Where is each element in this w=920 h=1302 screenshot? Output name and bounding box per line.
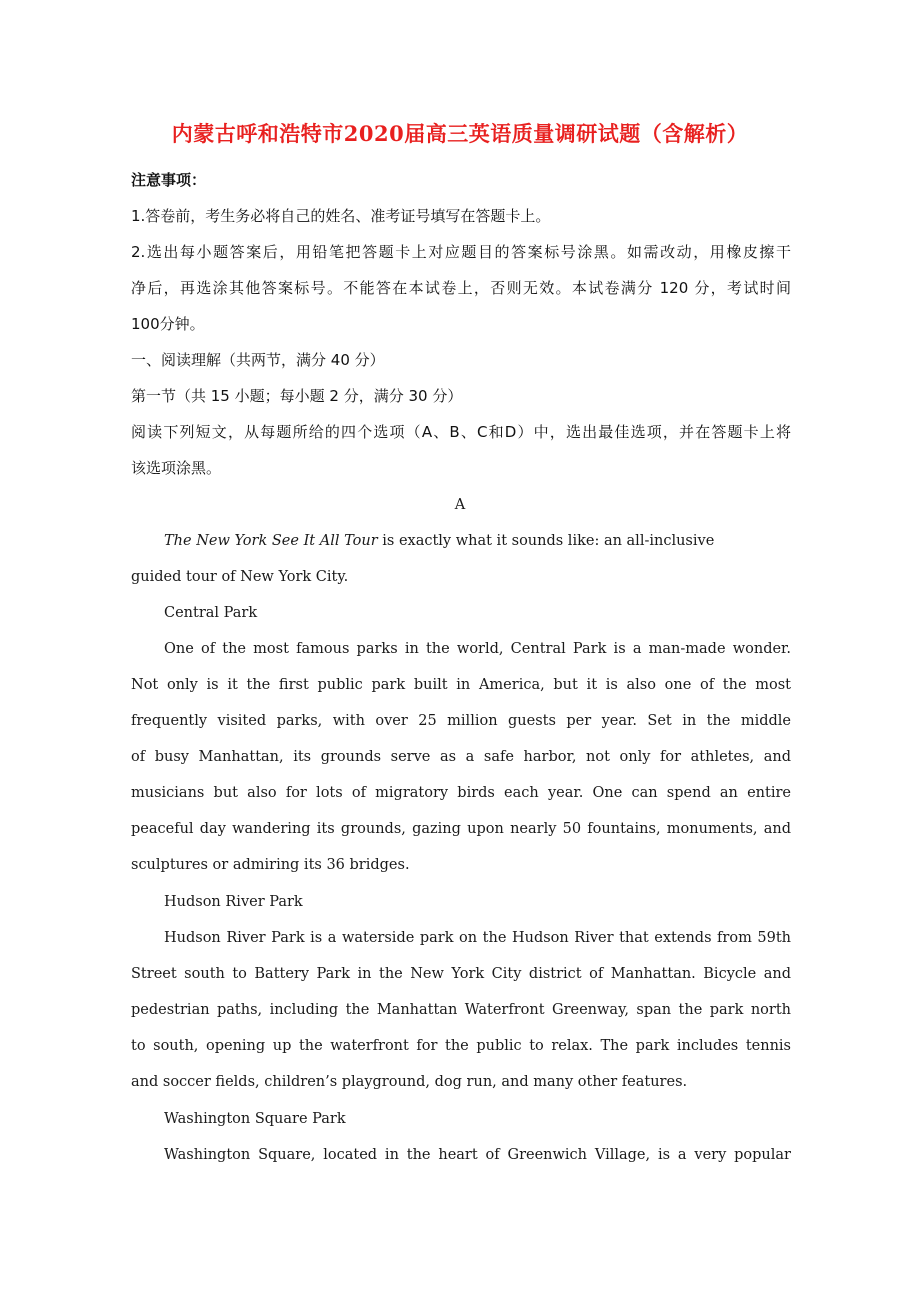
- notice-item-2-line-2: 净后，再选涂其他答案标号。不能答在本试卷上，否则无效。本试卷满分 120 分，考试时间: [131, 279, 791, 297]
- central-park-heading: Central Park: [164, 605, 258, 621]
- hudson-line-3: pedestrian paths, including the Manhattan Waterfront Greenway, span the park north: [131, 1002, 791, 1018]
- central-line-3: frequently visited parks, with over 25 million guests per year. Set in the middle: [131, 713, 791, 729]
- tour-name: The New York See It All Tour: [164, 533, 378, 549]
- washington-park-heading: Washington Square Park: [164, 1111, 346, 1127]
- notice-item-2-line-1: 2.选出每小题答案后，用铅笔把答题卡上对应题目的答案标号涂黑。如需改动，用橡皮擦干: [131, 243, 791, 261]
- hudson-line-1: Hudson River Park is a waterside park on the Hudson River that extends from 59th: [164, 930, 791, 946]
- notice-item-1: 1.答卷前，考生务必将自己的姓名、准考证号填写在答题卡上。: [131, 207, 551, 225]
- central-line-2: Not only is it the first public park built in America, but it is also one of the most: [131, 677, 791, 693]
- intro-rest: is exactly what it sounds like: an all-inclusive: [377, 533, 715, 549]
- washington-line-1: Washington Square, located in the heart of Greenwich Village, is a very popular: [164, 1147, 791, 1163]
- notice-header: 注意事项：: [131, 171, 207, 189]
- passage-intro-line-2: guided tour of New York City.: [131, 569, 349, 585]
- document-title: 内蒙古呼和浩特市2020届高三英语质量调研试题（含解析）: [171, 121, 749, 146]
- notice-item-2-line-3: 100分钟。: [131, 315, 205, 333]
- hudson-line-5: and soccer fields, children’s playground, dog run, and many other features.: [131, 1074, 688, 1090]
- central-line-6: peaceful day wandering its grounds, gazing upon nearly 50 fountains, monuments, and: [131, 821, 791, 837]
- section-part-heading: 一、阅读理解（共两节，满分 40 分）: [131, 351, 385, 369]
- instruction-line-2: 该选项涂黑。: [131, 459, 222, 477]
- central-line-4: of busy Manhattan, its grounds serve as a safe harbor, not only for athletes, and: [131, 749, 791, 765]
- passage-intro-line-1: [164, 531, 791, 551]
- passage-label: A: [454, 497, 466, 513]
- central-line-5: musicians but also for lots of migratory birds each year. One can spend an entire: [131, 785, 791, 801]
- hudson-line-2: Street south to Battery Park in the New York City district of Manhattan. Bicycle and: [131, 966, 791, 982]
- central-line-7: sculptures or admiring its 36 bridges.: [131, 857, 410, 873]
- hudson-line-4: to south, opening up the waterfront for the public to relax. The park includes tennis: [131, 1038, 791, 1054]
- section-subpart-heading: 第一节（共 15 小题；每小题 2 分，满分 30 分）: [131, 387, 463, 405]
- central-line-1: One of the most famous parks in the world, Central Park is a man-made wonder.: [164, 641, 791, 657]
- instruction-line-1: 阅读下列短文，从每题所给的四个选项（A、B、C和D）中，选出最佳选项，并在答题卡上将: [131, 423, 791, 441]
- hudson-park-heading: Hudson River Park: [164, 894, 303, 910]
